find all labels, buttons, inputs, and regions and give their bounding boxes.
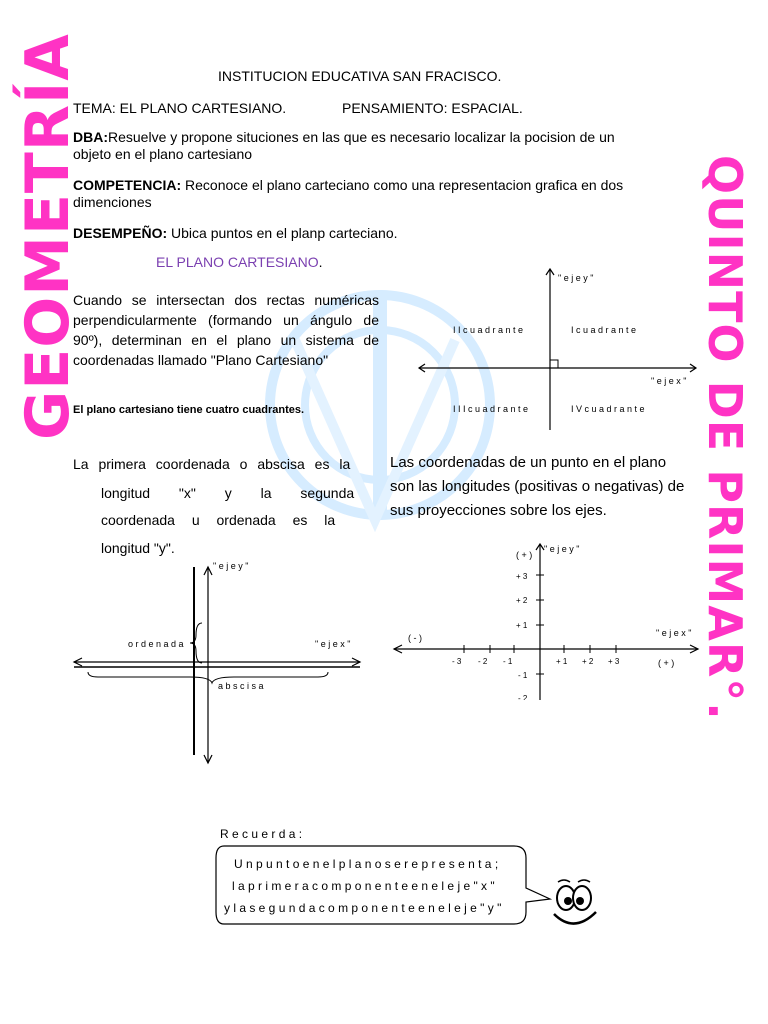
quad-q4-label: I V c u a d r a n t e [571, 404, 645, 414]
recuerda-line-2: l a p r i m e r a c o m p o n e n t e e n e l e j e " x " [232, 879, 495, 893]
quad-eje-y-label: " e j e y " [558, 273, 594, 283]
intro-line-3: 90º), determinan en el plano un sistema de [73, 332, 379, 348]
section-title [156, 254, 323, 271]
intro-line-1: Cuando se intersectan dos rectas numéricas [73, 292, 379, 308]
x-tick-label: + 1 [556, 657, 568, 666]
pensamiento-label: PENSAMIENTO: ESPACIAL. [342, 100, 523, 116]
num-eje-x-label: " e j e x " [656, 628, 692, 638]
section-title-dot: . [318, 254, 323, 270]
dba-label: DBA: [73, 129, 108, 145]
coordenadas-line-3: sus proyecciones sobre los ejes. [390, 502, 607, 519]
x-tick-label: + 2 [582, 657, 594, 666]
dba-line2: objeto en el plano cartesiano [73, 146, 253, 162]
abscisa-line-2: longitud "x" y la segunda [101, 485, 355, 501]
quad-q2-label: I I c u a d r a n t e [453, 325, 524, 335]
x-tick-label: + 3 [608, 657, 620, 666]
quadrant-diagram [415, 265, 700, 435]
coordenadas-line-2: son las longitudes (positivas o negativas) de [390, 478, 685, 495]
y-tick-label: - 1 [518, 671, 528, 680]
geometria-side-title: GEOMETRÍA [13, 33, 83, 440]
recuerda-title: R e c u e r d a : [220, 827, 303, 841]
num-plus-y: ( + ) [516, 550, 533, 560]
quad-q1-label: I c u a d r a n t e [571, 325, 637, 335]
num-plus-x: ( + ) [658, 658, 675, 668]
grade-side-title: QUINTO DE PRIMAR°. [698, 155, 752, 721]
intro-line-2: perpendicularmente (formando un ángulo de [73, 312, 379, 328]
num-minus-x: ( - ) [408, 633, 422, 643]
num-eje-y-label: " e j e y " [544, 544, 580, 554]
abscisa-ordenada-diagram [70, 555, 370, 770]
x-tick-label: - 3 [452, 657, 462, 666]
institution-title: INSTITUCION EDUCATIVA SAN FRACISCO. [218, 68, 502, 84]
competencia-line1 [73, 177, 623, 194]
smiley-face-icon [548, 876, 604, 932]
abscisa-line-4: longitud "y". [101, 540, 175, 556]
quad-q3-label: I I I c u a d r a n t e [453, 404, 529, 414]
y-tick-label: + 1 [516, 621, 528, 630]
abscisa-line-3: coordenada u ordenada es la [101, 512, 336, 528]
quad-eje-x-label: " e j e x " [651, 376, 687, 386]
x-tick-label: - 2 [478, 657, 488, 666]
y-tick-label: - 2 [518, 694, 528, 700]
competencia-text-1: Reconoce el plano carteciano como una representacion grafica en dos [181, 177, 624, 193]
desempeno-text: Ubica puntos en el planp carteciano. [167, 225, 398, 241]
number-line-diagram [390, 540, 705, 700]
y-tick-label: + 3 [516, 572, 528, 581]
coordenadas-line-1: Las coordenadas de un punto en el plano [390, 454, 667, 471]
tema-label: TEMA: EL PLANO CARTESIANO. [73, 100, 287, 116]
y-tick-label: + 2 [516, 596, 528, 605]
x-tick-label: - 1 [503, 657, 513, 666]
competencia-label: COMPETENCIA: [73, 177, 182, 193]
dba-line1 [73, 129, 615, 146]
recuerda-line-3: y l a s e g u n d a c o m p o n e n t e e n e l e j e " y " [224, 901, 502, 915]
ordenada-label: o r d e n a d a [128, 639, 184, 649]
intro-line-4: coordenadas llamado "Plano Cartesiano" [73, 352, 329, 368]
section-title-text: EL PLANO CARTESIANO [156, 254, 319, 270]
intro-paragraph [73, 290, 379, 370]
abs-eje-x-label: " e j e x " [315, 639, 351, 649]
dba-text-1: Resuelve y propone situciones en las que es necesario localizar la pocision de un [108, 129, 615, 145]
recuerda-line-1: U n p u n t o e n e l p l a n o s e r e p r e s e n t a ; [234, 857, 499, 871]
abs-eje-y-label: " e j e y " [213, 561, 249, 571]
desempeno-label: DESEMPEÑO: [73, 225, 168, 241]
abscisa-label: a b s c i s a [218, 681, 264, 691]
competencia-line2: dimenciones [73, 194, 152, 210]
desempeno-line [73, 225, 398, 242]
abscisa-line-1: La primera coordenada o abscisa es la [73, 456, 351, 472]
cuadrantes-note: El plano cartesiano tiene cuatro cuadrantes. [73, 404, 305, 416]
